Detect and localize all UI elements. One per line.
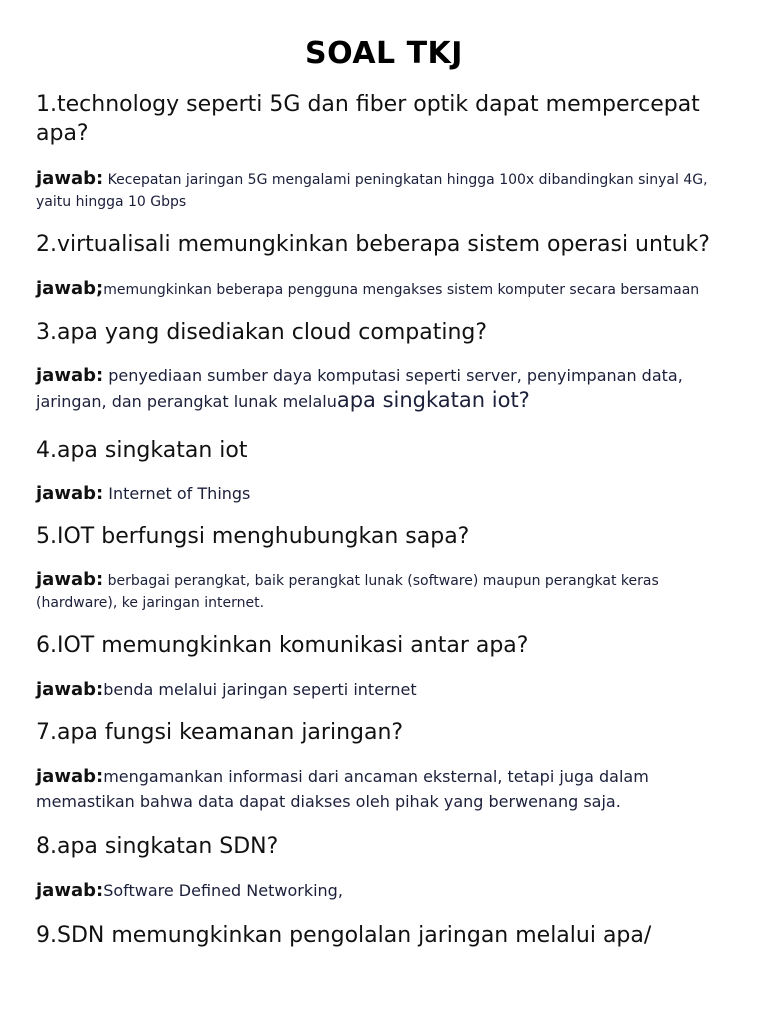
question-3: 3.apa yang disediakan cloud compating? <box>36 320 488 345</box>
question-8: 8.apa singkatan SDN? <box>36 834 279 859</box>
answer-1 <box>36 168 736 213</box>
page-title: SOAL TKJ <box>305 36 463 71</box>
answer-label: jawab: <box>36 880 104 901</box>
answer-7 <box>36 764 736 814</box>
answer-label: jawab: <box>36 679 104 700</box>
answer-4 <box>36 481 736 506</box>
answer-text: mengamankan informasi dari ancaman eksternal, tetapi juga dalam memastikan bahwa data dapat diakses oleh pihak yang berwenang saja. <box>36 767 649 811</box>
answer-label: jawab: <box>36 569 104 590</box>
answer-text: benda melalui jaringan seperti internet <box>103 680 417 699</box>
question-5: 5.IOT berfungsi menghubungkan sapa? <box>36 524 470 549</box>
answer-text: berbagai perangkat, baik perangkat lunak (software) maupun perangkat keras (hardware), ke jaringan internet. <box>36 573 659 611</box>
question-7: 7.apa fungsi keamanan jaringan? <box>36 720 404 745</box>
question-9: 9.SDN memungkinkan pengolalan jaringan melalui apa/ <box>36 923 652 948</box>
question-2: 2.virtualisali memungkinkan beberapa sistem operasi untuk? <box>36 232 710 257</box>
answer-text: memungkinkan beberapa pengguna mengakses sistem komputer secara bersamaan <box>103 282 700 298</box>
answer-label: jawab: <box>36 483 104 504</box>
answer-label: jawab: <box>36 766 104 787</box>
answer-tail-text: apa singkatan iot? <box>336 388 530 412</box>
answer-text: penyediaan sumber daya komputasi seperti server, penyimpanan data, jaringan, dan perangkat lunak melalu <box>36 366 683 411</box>
question-6: 6.IOT memungkinkan komunikasi antar apa? <box>36 633 529 658</box>
answer-label: jawab: <box>36 365 104 386</box>
answer-5 <box>36 569 736 614</box>
answer-label: jawab: <box>36 168 104 189</box>
answer-6 <box>36 677 736 702</box>
answer-2 <box>36 278 736 301</box>
answer-8 <box>36 878 736 903</box>
question-4: 4.apa singkatan iot <box>36 438 248 463</box>
answer-text: Software Defined Networking, <box>103 881 343 900</box>
question-1: 1.technology seperti 5G dan fiber optik dapat mempercepat apa? <box>36 92 700 146</box>
answer-text: Internet of Things <box>103 484 251 503</box>
answer-text: Kecepatan jaringan 5G mengalami peningkatan hingga 100x dibandingkan sinyal 4G, yaitu hingga 10 Gbps <box>36 172 708 210</box>
answer-3 <box>36 363 736 414</box>
answer-label: jawab; <box>36 278 104 299</box>
